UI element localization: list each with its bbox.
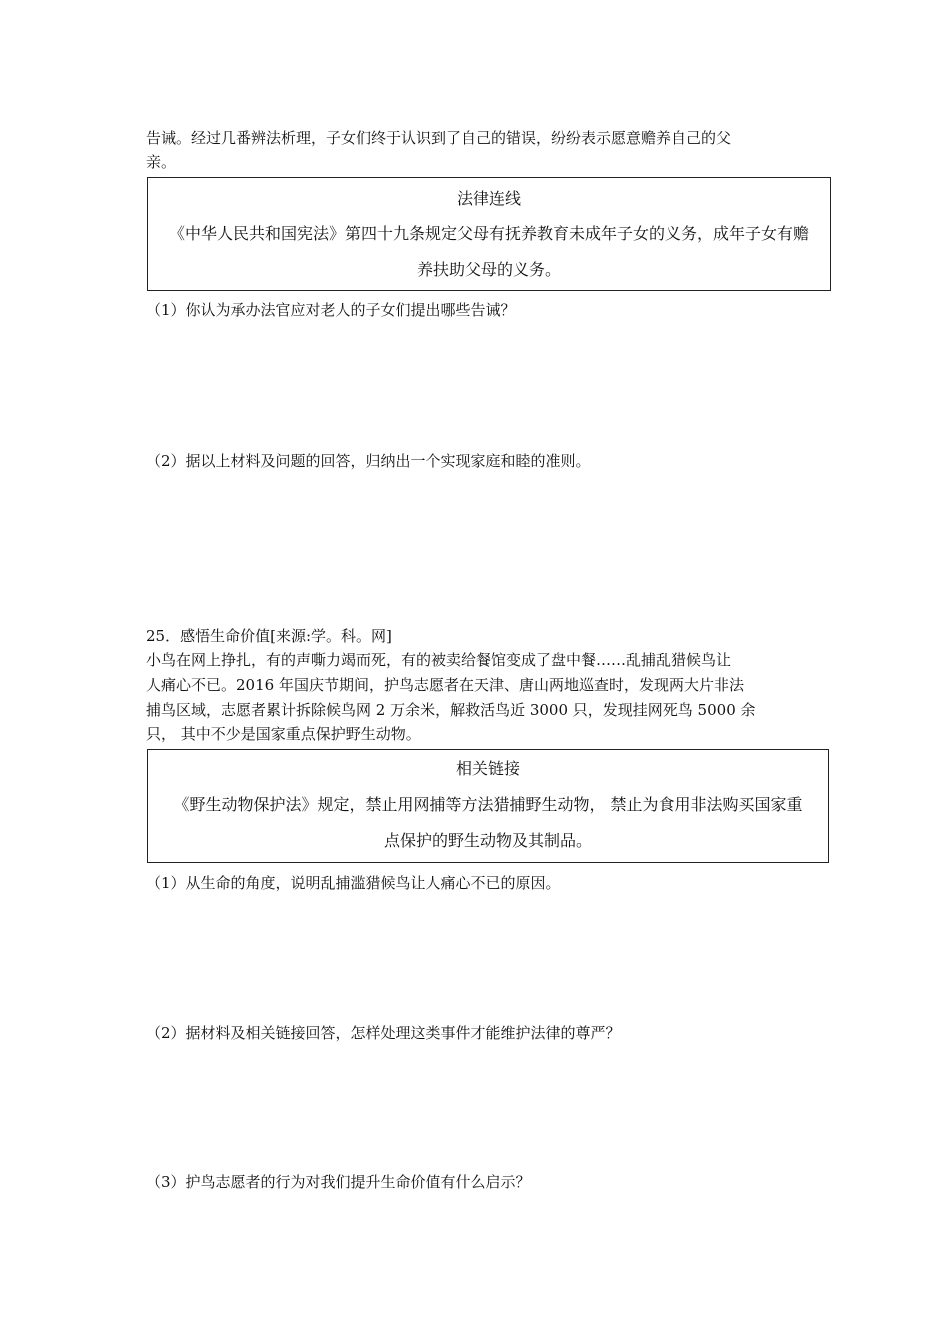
material-text-line-1: 小鸟在网上挣扎，有的声嘶力竭而死，有的被卖给餐馆变成了盘中餐……乱捕乱猎候鸟让 — [146, 651, 732, 669]
law-link-text-line-1: 《中华人民共和国宪法》第四十九条规定父母有抚养教育未成年子女的义务，成年子女有赡 — [168, 224, 809, 243]
law-link-box — [147, 177, 831, 291]
question-25-1: （1）从生命的角度，说明乱捕滥猎候鸟让人痛心不已的原因。 — [146, 874, 561, 892]
material-text-line-4: 只， 其中不少是国家重点保护野生动物。 — [146, 725, 421, 743]
related-link-box — [147, 749, 829, 863]
material-text-line-2: 人痛心不已。2016 年国庆节期间，护鸟志愿者在天津、唐山两地巡查时，发现两大片非法 — [146, 676, 744, 694]
intro-text-line-1: 告诫。经过几番辨法析理，子女们终于认识到了自己的错误，纷纷表示愿意赡养自己的父 — [146, 129, 732, 147]
related-link-text-line-1: 《野生动物保护法》规定，禁止用网捕等方法猎捕野生动物， 禁止为食用非法购买国家重 — [173, 795, 803, 814]
material-text-line-3: 捕鸟区域，志愿者累计拆除候鸟网 2 万余米，解救活鸟近 3000 只，发现挂网死鸟 5000 余 — [146, 701, 756, 719]
related-link-title: 相关链接 — [455, 759, 520, 778]
question-2: （2）据以上材料及问题的回答，归纳出一个实现家庭和睦的准则。 — [146, 452, 591, 470]
question-25-2: （2）据材料及相关链接回答，怎样处理这类事件才能维护法律的尊严？ — [146, 1024, 621, 1042]
intro-text-line-2: 亲。 — [146, 153, 177, 171]
law-link-title: 法律连线 — [456, 189, 521, 208]
question-25-3: （3）护鸟志愿者的行为对我们提升生命价值有什么启示？ — [146, 1173, 531, 1191]
related-link-text-line-2: 点保护的野生动物及其制品。 — [383, 831, 592, 850]
question-25-heading: 25．感悟生命价值[来源:学。科。网] — [146, 627, 392, 645]
question-1: （1）你认为承办法官应对老人的子女们提出哪些告诫？ — [146, 301, 516, 319]
law-link-text-line-2: 养扶助父母的义务。 — [416, 260, 561, 279]
